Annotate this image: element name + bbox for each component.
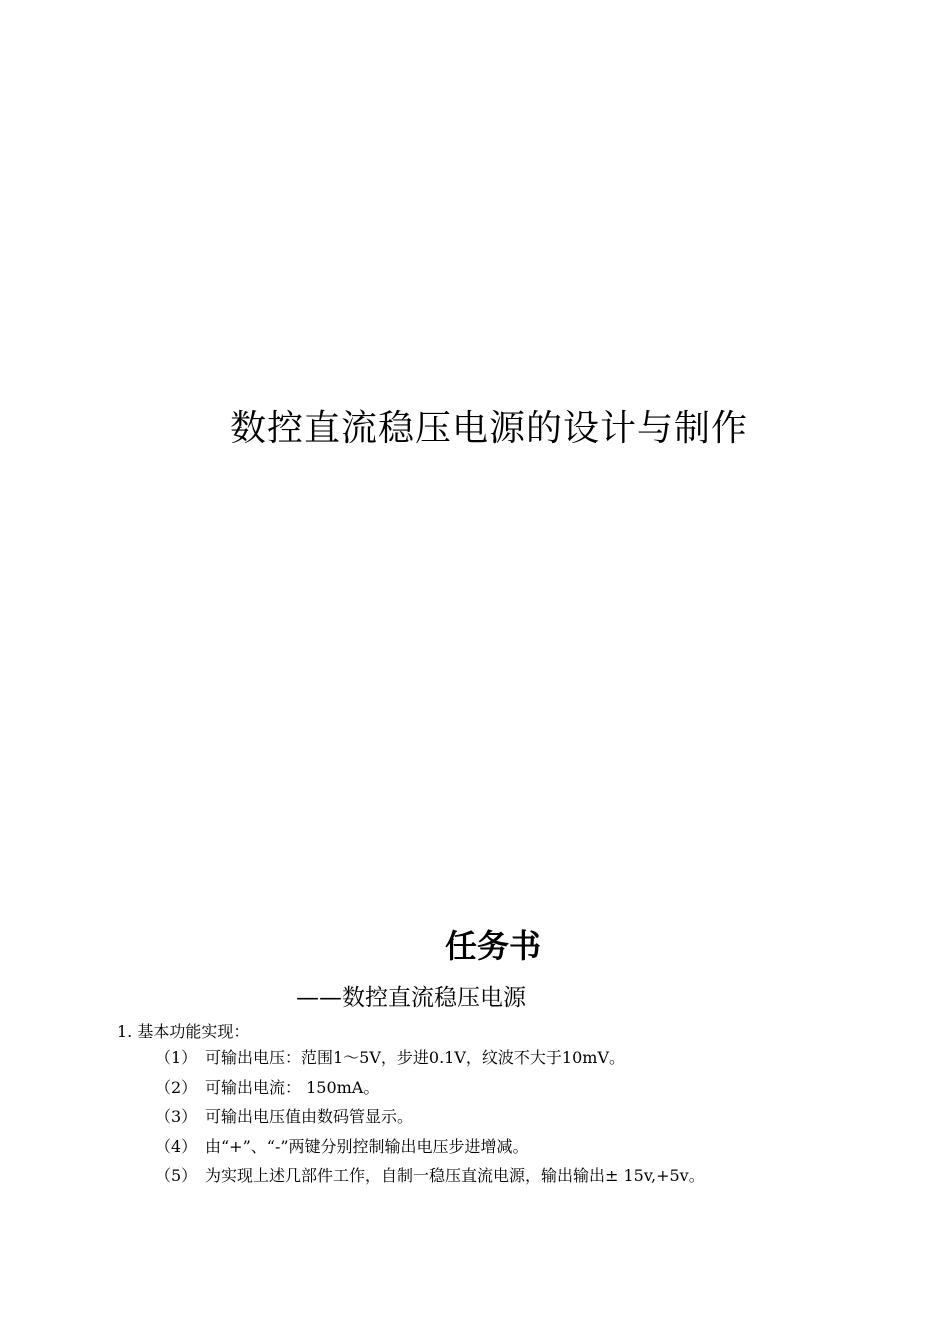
- list-item-text: 为实现上述几部件工作，自制一稳压直流电源，输出输出± 15v,+5v。: [205, 1166, 705, 1185]
- list-item-text: 可输出电压：范围1～5V，步进0.1V，纹波不大于10mV。: [205, 1048, 626, 1067]
- list-item: [155, 1136, 705, 1166]
- list-item-number: （2）: [155, 1077, 198, 1097]
- list-item-number: （5）: [155, 1166, 198, 1185]
- list-item-number: （4）: [155, 1136, 198, 1156]
- list-item-number: （3）: [155, 1107, 198, 1126]
- list-item: [155, 1077, 705, 1107]
- list-item: [155, 1165, 705, 1195]
- list-item: [155, 1047, 705, 1077]
- list-item: [155, 1106, 705, 1136]
- list-item-text: 可输出电流： 150mA。: [205, 1077, 380, 1097]
- list-item-text: 可输出电压值由数码管显示。: [205, 1107, 414, 1126]
- task-title: 任务书: [445, 927, 542, 965]
- requirements-list: [155, 1047, 705, 1195]
- list-item-number: （1）: [155, 1048, 198, 1067]
- subtitle: ——数控直流稳压电源: [296, 985, 526, 1011]
- section-heading: 1. 基本功能实现：: [117, 1022, 250, 1041]
- page-title: 数控直流稳压电源的设计与制作: [230, 408, 749, 449]
- list-item-text: 由“+”、“-”两键分别控制输出电压步进增减。: [205, 1136, 529, 1156]
